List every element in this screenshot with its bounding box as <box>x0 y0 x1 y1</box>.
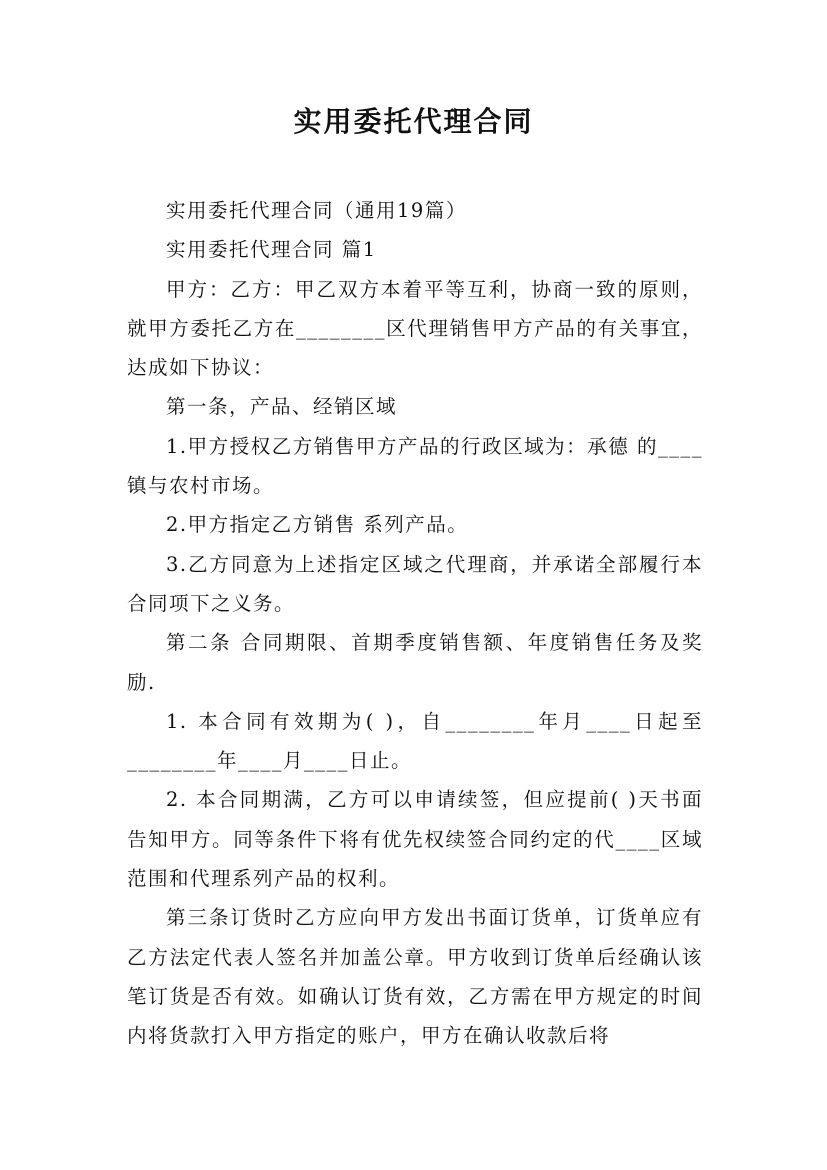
document-body <box>127 191 703 1056</box>
paragraph-article-1-item-2: 2.甲方指定乙方销售 系列产品。 <box>166 513 469 537</box>
paragraph-parties: 甲方：乙方：甲乙双方本着平等互利，协商一致的原则，就甲方委托乙方在________区代理销售甲方产品的有关事宜，达成如下协议： <box>127 277 703 380</box>
paragraph-article-2-heading: 第二条 合同期限、首期季度销售额、年度销售任务及奖励. <box>127 631 703 694</box>
paragraph-article-3: 第三条订货时乙方应向甲方发出书面订货单，订货单应有乙方法定代表人签名并加盖公章。甲方收到订货单后经确认该笔订货是否有效。如确认订货有效，乙方需在甲方规定的时间内将货款打入甲方指定的账户，甲方在确认收款后将 <box>127 906 703 1048</box>
paragraph-article-2-item-2: 2. 本合同期满，乙方可以申请续签，但应提前( )天书面告知甲方。同等条件下将有优先权续签合同约定的代____区域范围和代理系列产品的权利。 <box>127 788 703 891</box>
paragraph-section-heading: 实用委托代理合同 篇1 <box>166 238 377 262</box>
document-title: 实用委托代理合同 <box>293 105 534 138</box>
paragraph-article-1-item-3: 3.乙方同意为上述指定区域之代理商，并承诺全部履行本合同项下之义务。 <box>127 552 703 615</box>
paragraph-subtitle: 实用委托代理合同（通用19篇） <box>166 199 467 222</box>
paragraph-article-1-item-1: 1.甲方授权乙方销售甲方产品的行政区域为：承德 的____镇与农村市场。 <box>127 434 703 498</box>
paragraph-article-1-heading: 第一条，产品、经销区域 <box>166 395 398 419</box>
paragraph-article-2-item-1: 1. 本合同有效期为( )，自________年月____日起至________年____月____日止。 <box>127 709 703 773</box>
